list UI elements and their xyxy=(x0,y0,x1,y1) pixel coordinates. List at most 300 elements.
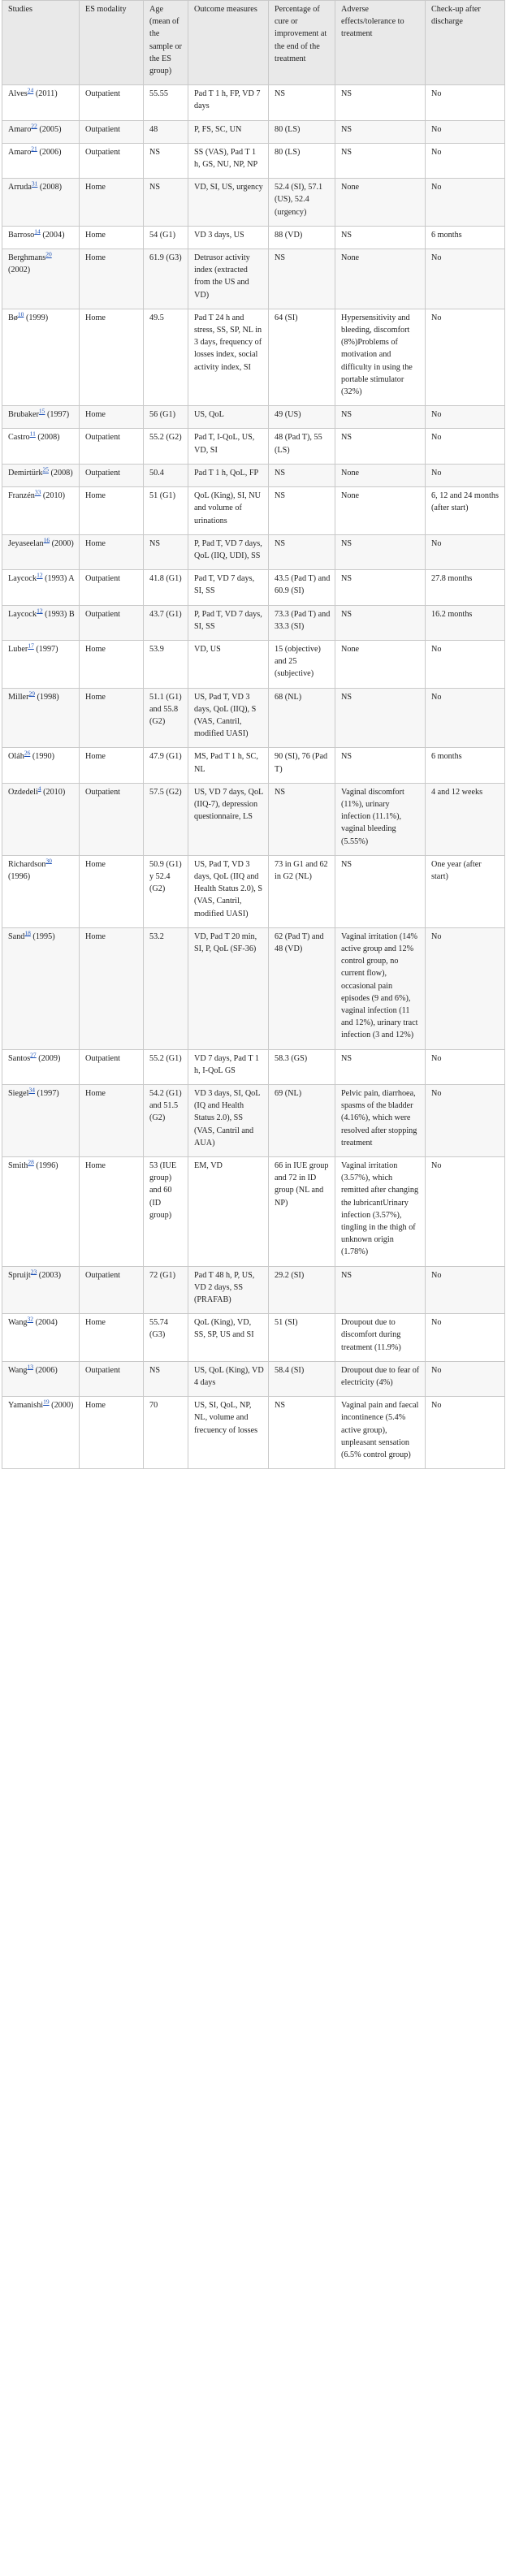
cell-outcome-measures: Pad T 48 h, P, US, VD 2 days, SS (PRAFAB) xyxy=(188,1266,269,1314)
cell-cure-percentage: 29.2 (SI) xyxy=(269,1266,335,1314)
study-year: (2000) xyxy=(51,538,74,548)
cell-age: 51 (G1) xyxy=(144,487,188,535)
cell-age: 43.7 (G1) xyxy=(144,605,188,640)
cell-adverse-effects: NS xyxy=(335,855,426,927)
reference-link[interactable]: 24 xyxy=(27,86,34,94)
cell-outcome-measures: EM, VD xyxy=(188,1157,269,1267)
cell-adverse-effects: NS xyxy=(335,748,426,783)
cell-outcome-measures: MS, Pad T 1 h, SC, NL xyxy=(188,748,269,783)
cell-cure-percentage: 52.4 (SI), 57.1 (US), 52.4 (urgency) xyxy=(269,179,335,227)
cell-study xyxy=(2,605,80,640)
cell-age: 54.2 (G1) and 51.5 (G2) xyxy=(144,1085,188,1157)
study-author: Laycock xyxy=(8,609,37,619)
table-header-row xyxy=(2,1,505,85)
cell-adverse-effects: Pelvic pain, diarrhoea, spasms of the bladder (4.16%), which were resolved after stopping treatment xyxy=(335,1085,426,1157)
cell-check-up: One year (after start) xyxy=(426,855,505,927)
cell-study xyxy=(2,429,80,464)
cell-check-up: 6 months xyxy=(426,226,505,249)
cell-cure-percentage: 15 (objective) and 25 (subjective) xyxy=(269,640,335,688)
cell-adverse-effects: NS xyxy=(335,429,426,464)
cell-adverse-effects: Hypersensitivity and bleeding, discomfort (8%)Problems of motivation and difficulty in using the portable stimulator (32%) xyxy=(335,309,426,405)
study-year: (2006) xyxy=(39,147,62,157)
table-row xyxy=(2,226,505,249)
cell-study xyxy=(2,640,80,688)
cell-study xyxy=(2,1049,80,1084)
cell-adverse-effects: NS xyxy=(335,534,426,569)
cell-es-modality: Home xyxy=(80,226,144,249)
table-row xyxy=(2,1049,505,1084)
cell-adverse-effects: NS xyxy=(335,688,426,748)
cell-check-up: No xyxy=(426,1085,505,1157)
cell-es-modality: Home xyxy=(80,1085,144,1157)
study-author: Sand xyxy=(8,931,25,941)
cell-check-up: No xyxy=(426,1314,505,1362)
reference-link[interactable]: 29 xyxy=(28,689,35,698)
cell-age: 55.2 (G2) xyxy=(144,429,188,464)
cell-cure-percentage: 48 (Pad T), 55 (LS) xyxy=(269,429,335,464)
cell-age: 55.55 xyxy=(144,85,188,120)
study-author: Bø xyxy=(8,313,18,322)
study-year: (2011) xyxy=(35,89,58,99)
cell-adverse-effects: Droupout due to discomfort during treatment (11.9%) xyxy=(335,1314,426,1362)
table-container xyxy=(2,0,504,1469)
study-author: Alves xyxy=(8,89,28,99)
reference-link[interactable]: 25 xyxy=(42,465,49,473)
cell-age: 50.9 (G1) y 52.4 (G2) xyxy=(144,855,188,927)
cell-outcome-measures: US, QoL (King), VD 4 days xyxy=(188,1361,269,1396)
cell-age: 53.9 xyxy=(144,640,188,688)
study-year: (2008) xyxy=(39,183,63,192)
study-year: (1995) xyxy=(32,931,55,941)
cell-cure-percentage: NS xyxy=(269,85,335,120)
cell-cure-percentage: 69 (NL) xyxy=(269,1085,335,1157)
cell-outcome-measures: US, QoL xyxy=(188,406,269,429)
cell-age: 61.9 (G3) xyxy=(144,249,188,309)
cell-check-up: No xyxy=(426,1049,505,1084)
cell-check-up: No xyxy=(426,179,505,227)
cell-adverse-effects: None xyxy=(335,249,426,309)
cell-es-modality: Home xyxy=(80,855,144,927)
cell-adverse-effects: NS xyxy=(335,226,426,249)
cell-cure-percentage: NS xyxy=(269,1397,335,1469)
cell-study xyxy=(2,226,80,249)
cell-cure-percentage: 49 (US) xyxy=(269,406,335,429)
cell-outcome-measures: SS (VAS), Pad T 1 h, GS, NU, NP, NP xyxy=(188,143,269,178)
study-author: Smith xyxy=(8,1161,28,1171)
cell-outcome-measures: Pad T, VD 7 days, SI, SS xyxy=(188,570,269,605)
table-row xyxy=(2,1085,505,1157)
table-row xyxy=(2,1157,505,1267)
cell-outcome-measures: VD, US xyxy=(188,640,269,688)
cell-adverse-effects: Vaginal irritation (3.57%), which remitted after changing the lubricantUrinary infection (3.57%), tingling in the thigh of unknown origin (1.78%) xyxy=(335,1157,426,1267)
cell-cure-percentage: 73 in G1 and 62 in G2 (NL) xyxy=(269,855,335,927)
cell-study xyxy=(2,120,80,143)
study-author: Miller xyxy=(8,692,29,702)
cell-outcome-measures: Pad T, I-QoL, US, VD, SI xyxy=(188,429,269,464)
cell-adverse-effects: NS xyxy=(335,1049,426,1084)
cell-age: 55.2 (G1) xyxy=(144,1049,188,1084)
cell-cure-percentage: 43.5 (Pad T) and 60.9 (SI) xyxy=(269,570,335,605)
study-year: (1997) xyxy=(37,1089,59,1099)
cell-cure-percentage: 80 (LS) xyxy=(269,120,335,143)
study-year: (2008) xyxy=(37,433,60,443)
study-author: Barroso xyxy=(8,230,35,240)
study-year: (1993) B xyxy=(45,609,75,619)
reference-link[interactable]: 21 xyxy=(31,145,37,153)
cell-check-up: No xyxy=(426,309,505,405)
cell-es-modality: Outpatient xyxy=(80,570,144,605)
study-year: (1999) xyxy=(25,313,49,322)
table-row xyxy=(2,1397,505,1469)
study-year: (2010) xyxy=(43,787,66,797)
cell-es-modality: Home xyxy=(80,640,144,688)
cell-outcome-measures: Pad T 1 h, FP, VD 7 days xyxy=(188,85,269,120)
cell-age: 53 (IUE group) and 60 (ID group) xyxy=(144,1157,188,1267)
table-row xyxy=(2,309,505,405)
cell-check-up: No xyxy=(426,1157,505,1267)
cell-es-modality: Outpatient xyxy=(80,1361,144,1396)
table-row xyxy=(2,1314,505,1362)
cell-adverse-effects: Vaginal discomfort (11%), urinary infection (11.1%), vaginal bleeding (5.55%) xyxy=(335,783,426,855)
reference-link[interactable]: 16 xyxy=(43,536,50,544)
study-year: (1998) xyxy=(37,692,59,702)
reference-link[interactable]: 30 xyxy=(45,857,52,865)
reference-link[interactable]: 18 xyxy=(24,929,31,937)
reference-link[interactable]: 31 xyxy=(31,179,38,188)
cell-outcome-measures: VD, Pad T 20 min, SI, P, QoL (SF-36) xyxy=(188,927,269,1049)
cell-adverse-effects: NS xyxy=(335,85,426,120)
study-author: Richardson xyxy=(8,859,46,869)
cell-adverse-effects: None xyxy=(335,464,426,486)
reference-link[interactable]: 13 xyxy=(27,1363,34,1371)
study-author: Jeyaseelan xyxy=(8,538,44,548)
reference-link[interactable]: 26 xyxy=(24,749,31,757)
study-author: Franzén xyxy=(8,491,35,501)
cell-outcome-measures: US, Pad T, VD 3 days, QoL (IIQ), S (VAS, Cantril, modified UASI) xyxy=(188,688,269,748)
table-row xyxy=(2,464,505,486)
cell-study xyxy=(2,1361,80,1396)
cell-check-up: No xyxy=(426,640,505,688)
cell-check-up: No xyxy=(426,534,505,569)
cell-check-up: No xyxy=(426,1266,505,1314)
cell-study xyxy=(2,464,80,486)
cell-outcome-measures: QoL (King), VD, SS, SP, US and SI xyxy=(188,1314,269,1362)
cell-adverse-effects: NS xyxy=(335,120,426,143)
cell-study xyxy=(2,927,80,1049)
table-row xyxy=(2,1266,505,1314)
cell-cure-percentage: 66 in IUE group and 72 in ID group (NL and NP) xyxy=(269,1157,335,1267)
cell-check-up: 16.2 months xyxy=(426,605,505,640)
study-year: (1996) xyxy=(8,871,31,881)
study-year: (1997) xyxy=(46,410,70,420)
table-row xyxy=(2,605,505,640)
study-year: (1993) A xyxy=(45,574,75,584)
reference-link[interactable]: 19 xyxy=(43,1398,50,1406)
cell-adverse-effects: Vaginal irritation (14% active group and 12% control group, no current flow), occasional pain episodes (9 and 6%), vaginal infection (11 and 12%), urinary tract infection (3 and 12%) xyxy=(335,927,426,1049)
cell-es-modality: Home xyxy=(80,927,144,1049)
cell-outcome-measures: VD 3 days, SI, QoL (IQ and Health Status 2.0), SS (VAS, Cantril and AUA) xyxy=(188,1085,269,1157)
cell-es-modality: Outpatient xyxy=(80,143,144,178)
header-outcome-measures: Outcome measures xyxy=(188,1,269,85)
cell-cure-percentage: 58.3 (GS) xyxy=(269,1049,335,1084)
study-author: Wang xyxy=(8,1365,28,1375)
cell-cure-percentage: 58.4 (SI) xyxy=(269,1361,335,1396)
study-year: (1990) xyxy=(32,752,55,762)
table-row xyxy=(2,570,505,605)
cell-adverse-effects: Droupout due to fear of electricity (4%) xyxy=(335,1361,426,1396)
cell-age: 70 xyxy=(144,1397,188,1469)
cell-cure-percentage: 73.3 (Pad T) and 33.3 (SI) xyxy=(269,605,335,640)
cell-study xyxy=(2,783,80,855)
cell-age: 57.5 (G2) xyxy=(144,783,188,855)
cell-outcome-measures: US, Pad T, VD 3 days, QoL (IIQ and Health Status 2.0), S (VAS, Cantril, modified UASI) xyxy=(188,855,269,927)
reference-link[interactable]: 12 xyxy=(37,571,43,579)
study-year: (2002) xyxy=(8,266,31,275)
cell-es-modality: Outpatient xyxy=(80,1049,144,1084)
study-author: Siegel xyxy=(8,1089,29,1099)
cell-check-up: No xyxy=(426,688,505,748)
cell-outcome-measures: Detrusor activity index (extracted from the US and VD) xyxy=(188,249,269,309)
cell-age: 49.5 xyxy=(144,309,188,405)
cell-es-modality: Home xyxy=(80,688,144,748)
cell-age: NS xyxy=(144,143,188,178)
cell-age: 50.4 xyxy=(144,464,188,486)
cell-outcome-measures: US, SI, QoL, NP, NL, volume and frecuency of losses xyxy=(188,1397,269,1469)
cell-study xyxy=(2,1157,80,1267)
cell-check-up: No xyxy=(426,120,505,143)
table-row xyxy=(2,429,505,464)
study-author: Oláh xyxy=(8,752,24,762)
cell-study xyxy=(2,309,80,405)
study-year: (2008) xyxy=(50,468,73,478)
reference-link[interactable]: 20 xyxy=(45,250,52,258)
cell-check-up: No xyxy=(426,429,505,464)
study-author: Spruijt xyxy=(8,1270,31,1280)
header-check-up: Check-up after discharge xyxy=(426,1,505,85)
cell-es-modality: Outpatient xyxy=(80,605,144,640)
header-age: Age (mean of the sample or the ES group) xyxy=(144,1,188,85)
study-year: (2000) xyxy=(51,1401,74,1411)
cell-cure-percentage: 62 (Pad T) and 48 (VD) xyxy=(269,927,335,1049)
reference-link[interactable]: 12 xyxy=(37,607,43,615)
reference-link[interactable]: 15 xyxy=(38,407,45,415)
header-cure-percentage: Percentage of cure or improvement at the end of the treatment xyxy=(269,1,335,85)
cell-check-up: 27.8 months xyxy=(426,570,505,605)
cell-es-modality: Home xyxy=(80,249,144,309)
reference-link[interactable]: 34 xyxy=(28,1086,35,1094)
cell-outcome-measures: VD 7 days, Pad T 1 h, I-QoL GS xyxy=(188,1049,269,1084)
table-row xyxy=(2,249,505,309)
cell-es-modality: Outpatient xyxy=(80,783,144,855)
reference-link[interactable]: 28 xyxy=(28,1158,34,1166)
cell-age: NS xyxy=(144,179,188,227)
cell-es-modality: Home xyxy=(80,179,144,227)
header-es-modality: ES modality xyxy=(80,1,144,85)
table-row xyxy=(2,406,505,429)
cell-check-up: 6 months xyxy=(426,748,505,783)
study-author: Amaro xyxy=(8,147,32,157)
cell-check-up: No xyxy=(426,406,505,429)
cell-es-modality: Home xyxy=(80,309,144,405)
study-year: (1996) xyxy=(36,1161,58,1171)
table-row xyxy=(2,179,505,227)
study-author: Demirtürk xyxy=(8,468,43,478)
study-author: Wang xyxy=(8,1318,28,1328)
cell-age: NS xyxy=(144,534,188,569)
table-row xyxy=(2,85,505,120)
cell-check-up: No xyxy=(426,464,505,486)
cell-adverse-effects: None xyxy=(335,179,426,227)
study-author: Amaro xyxy=(8,124,32,134)
cell-cure-percentage: NS xyxy=(269,783,335,855)
cell-age: 72 (G1) xyxy=(144,1266,188,1314)
cell-es-modality: Home xyxy=(80,1397,144,1469)
header-studies: Studies xyxy=(2,1,80,85)
reference-link[interactable]: 14 xyxy=(34,227,41,236)
cell-study xyxy=(2,1397,80,1469)
cell-outcome-measures: QoL (King), SI, NU and volume of urinations xyxy=(188,487,269,535)
cell-study xyxy=(2,1314,80,1362)
cell-es-modality: Home xyxy=(80,487,144,535)
cell-adverse-effects: NS xyxy=(335,570,426,605)
cell-cure-percentage: 64 (SI) xyxy=(269,309,335,405)
study-year: (2004) xyxy=(35,1318,58,1328)
study-author: Berghmans xyxy=(8,253,46,263)
cell-study xyxy=(2,855,80,927)
table-row xyxy=(2,487,505,535)
cell-adverse-effects: Vaginal pain and faecal incontinence (5.4% active group), unpleasant sensation (6.5% control group) xyxy=(335,1397,426,1469)
cell-outcome-measures: P, Pad T, VD 7 days, SI, SS xyxy=(188,605,269,640)
cell-es-modality: Home xyxy=(80,406,144,429)
cell-age: 48 xyxy=(144,120,188,143)
study-year: (1997) xyxy=(36,644,58,654)
cell-check-up: No xyxy=(426,1397,505,1469)
cell-study xyxy=(2,143,80,178)
cell-adverse-effects: None xyxy=(335,640,426,688)
cell-study xyxy=(2,249,80,309)
study-year: (2006) xyxy=(35,1365,58,1375)
cell-es-modality: Home xyxy=(80,1157,144,1267)
study-author: Yamanishi xyxy=(8,1401,44,1411)
cell-adverse-effects: NS xyxy=(335,143,426,178)
study-year: (2005) xyxy=(39,124,62,134)
reference-link[interactable]: 32 xyxy=(27,1315,34,1323)
reference-link[interactable]: 27 xyxy=(30,1051,37,1059)
table-row xyxy=(2,143,505,178)
study-year: (2009) xyxy=(38,1053,61,1063)
cell-cure-percentage: 80 (LS) xyxy=(269,143,335,178)
cell-study xyxy=(2,487,80,535)
table-row xyxy=(2,688,505,748)
cell-cure-percentage: NS xyxy=(269,464,335,486)
cell-age: 51.1 (G1) and 55.8 (G2) xyxy=(144,688,188,748)
cell-es-modality: Outpatient xyxy=(80,85,144,120)
reference-link[interactable]: 22 xyxy=(31,122,37,130)
table-row xyxy=(2,927,505,1049)
cell-adverse-effects: None xyxy=(335,487,426,535)
cell-cure-percentage: NS xyxy=(269,534,335,569)
cell-age: 53.2 xyxy=(144,927,188,1049)
table-row xyxy=(2,640,505,688)
cell-check-up: 6, 12 and 24 months (after start) xyxy=(426,487,505,535)
cell-es-modality: Home xyxy=(80,1314,144,1362)
cell-check-up: No xyxy=(426,85,505,120)
study-author: Arruda xyxy=(8,183,32,192)
cell-age: 47.9 (G1) xyxy=(144,748,188,783)
cell-study xyxy=(2,85,80,120)
cell-cure-percentage: 90 (SI), 76 (Pad T) xyxy=(269,748,335,783)
study-author: Luber xyxy=(8,644,28,654)
study-year: (2004) xyxy=(42,230,65,240)
table-row xyxy=(2,120,505,143)
cell-outcome-measures: Pad T 1 h, QoL, FP xyxy=(188,464,269,486)
cell-cure-percentage: NS xyxy=(269,249,335,309)
cell-cure-percentage: 88 (VD) xyxy=(269,226,335,249)
cell-study xyxy=(2,748,80,783)
table-row xyxy=(2,783,505,855)
cell-cure-percentage: 68 (NL) xyxy=(269,688,335,748)
cell-adverse-effects: NS xyxy=(335,605,426,640)
cell-outcome-measures: VD 3 days, US xyxy=(188,226,269,249)
table-row xyxy=(2,534,505,569)
table-row xyxy=(2,748,505,783)
cell-age: 56 (G1) xyxy=(144,406,188,429)
cell-outcome-measures: P, FS, SC, UN xyxy=(188,120,269,143)
reference-link[interactable]: 33 xyxy=(34,488,41,496)
reference-link[interactable]: 11 xyxy=(29,430,36,439)
cell-cure-percentage: NS xyxy=(269,487,335,535)
reference-link[interactable]: 17 xyxy=(28,642,34,650)
cell-age: NS xyxy=(144,1361,188,1396)
cell-study xyxy=(2,179,80,227)
table-body xyxy=(2,85,505,1469)
cell-check-up: No xyxy=(426,1361,505,1396)
study-author: Brubaker xyxy=(8,410,39,420)
cell-es-modality: Outpatient xyxy=(80,464,144,486)
studies-table xyxy=(2,0,505,1469)
cell-outcome-measures: VD, SI, US, urgency xyxy=(188,179,269,227)
reference-link[interactable]: 23 xyxy=(30,1268,37,1276)
cell-study xyxy=(2,688,80,748)
study-year: (2010) xyxy=(42,491,66,501)
study-author: Laycock xyxy=(8,574,37,584)
cell-es-modality: Home xyxy=(80,748,144,783)
cell-outcome-measures: Pad T 24 h and stress, SS, SP, NL in 3 days, frequency of losses index, social activity index, SI xyxy=(188,309,269,405)
study-author: Santos xyxy=(8,1053,31,1063)
cell-study xyxy=(2,570,80,605)
study-year: (2003) xyxy=(38,1270,61,1280)
cell-study xyxy=(2,534,80,569)
cell-check-up: No xyxy=(426,143,505,178)
cell-adverse-effects: NS xyxy=(335,1266,426,1314)
cell-cure-percentage: 51 (SI) xyxy=(269,1314,335,1362)
cell-check-up: 4 and 12 weeks xyxy=(426,783,505,855)
cell-es-modality: Home xyxy=(80,534,144,569)
cell-es-modality: Outpatient xyxy=(80,120,144,143)
cell-adverse-effects: NS xyxy=(335,406,426,429)
table-row xyxy=(2,1361,505,1396)
cell-outcome-measures: P, Pad T, VD 7 days, QoL (IIQ, UDI), SS xyxy=(188,534,269,569)
study-author: Castro xyxy=(8,433,30,443)
cell-es-modality: Outpatient xyxy=(80,429,144,464)
cell-outcome-measures: US, VD 7 days, QoL (IIQ-7), depression questionnaire, LS xyxy=(188,783,269,855)
cell-study xyxy=(2,1085,80,1157)
cell-age: 54 (G1) xyxy=(144,226,188,249)
reference-link[interactable]: 10 xyxy=(17,310,24,318)
cell-check-up: No xyxy=(426,249,505,309)
reference-link[interactable]: 4 xyxy=(37,784,41,793)
cell-study xyxy=(2,1266,80,1314)
